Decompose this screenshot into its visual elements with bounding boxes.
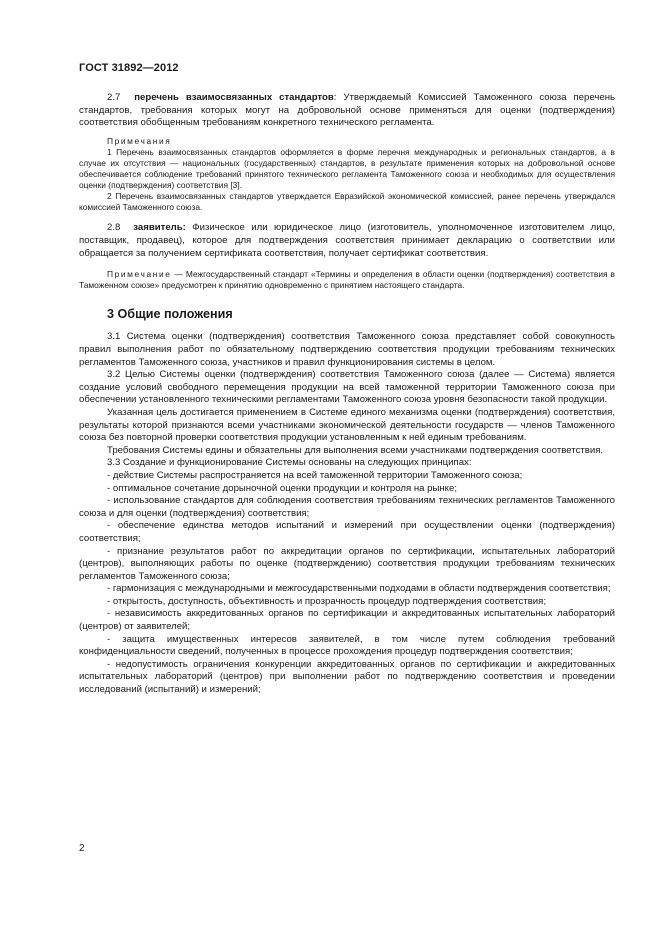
note-text: — Межгосударственный стандарт «Термины и определения в области оценки (подтверждения) соответствия в Таможенном союзе» предусмотрен к принятию одновременно с принятием настоящего стандарта. xyxy=(79,269,615,291)
clause-2-8 xyxy=(79,222,615,260)
clause-3-2-paragraph: Указанная цель достигается применением в Системе единого механизма оценки (подтверждения) соответствия, результаты которой признаются всеми участниками экономической деятельности государств — членов Таможенного союза без повторной проверки соответствия продукции установленным к ней единым требованиям. xyxy=(79,406,615,444)
list-item: - недопустимость ограничения конкуренции аккредитованных органов по сертификации и аккредитованных испытательных лабораторий (центров) при выполнении работ по подтверждению соответствия и проведении исследований (испытаний) и измерений; xyxy=(79,658,615,696)
note-2: 2 Перечень взаимосвязанных стандартов утверждается Евразийской экономической комиссией, ранее перечень утверждался комиссией Таможенного союза. xyxy=(79,191,615,213)
list-item: - независимость аккредитованных органов по сертификации и аккредитованных испытательных лабораторий (центров) от заявителей; xyxy=(79,608,615,633)
notes-heading: Примечания xyxy=(107,135,172,146)
clause-3-1: 3.1 Система оценки (подтверждения) соответствия Таможенного союза представляет собой совокупность правил выполнения работ по обязательному подтверждению соответствия продукции требованиям технических регламентов Таможенного союза, участников и правил функционирования системы в целом. xyxy=(79,331,615,368)
list-item: - использование стандартов для соблюдения соответствия требованиям технических регламентов Таможенного союза и для оценки (подтверждения) соответствия; xyxy=(79,495,615,519)
clause-3-2: 3.2 Целью Системы оценки (подтверждения) соответствия Таможенного союза (далее — Система) является создание условий свободного перемещения продукции на всей таможенной территории Таможенного союза при обеспечении установленного техническими регламентами Таможенного союза уровня безопасности такой продукции. xyxy=(79,369,615,406)
note-1: 1 Перечень взаимосвязанных стандартов оформляется в форме перечня международных и региональных стандартов, а в случае их отсутствия — национальных (государственных) стандартов, в результате применения которых на добровольной основе обеспечивается соблюдение требований принятого технического регламента Таможенного союза и необходимых для осуществления оценки (подтверждения) соответствия [3]. xyxy=(79,146,615,191)
list-item: - действие Системы распространяется на всей таможенной территории Таможенного союза; xyxy=(107,469,523,481)
clause-3-2-paragraph: Требования Системы едины и обязательны для выполнения всеми участниками подтверждения соответствия. xyxy=(107,444,604,456)
note-2-8 xyxy=(79,269,615,291)
page-content xyxy=(79,92,615,697)
term: заявитель: xyxy=(133,222,186,234)
clause-number: 2.8 xyxy=(107,222,121,234)
clause-2-7 xyxy=(79,92,615,130)
list-item: - гармонизация с международными и межгосударственными подходами в области подтверждения соответствия; xyxy=(107,583,611,595)
list-item: - оптимальное сочетание дорыночной оценки продукции и контроля на рынке; xyxy=(107,482,457,494)
list-item: - признание результатов работ по аккредитации органов по сертификации, испытательных лабораторий (центров), выполняющих работы по оценке (подтверждению) соответствия продукции требованиям технических регламентов Таможенного союза; xyxy=(79,545,615,582)
note-label: Примечание xyxy=(107,269,172,280)
list-item: - открытость, доступность, объективность и прозрачность процедур подтверждения соответствия; xyxy=(107,595,547,607)
list-item: - защита имущественных интересов заявителей, в том числе путем соблюдения требований конфиденциальности сведений, полученных в процессе прохождения процедур подтверждения соответствия; xyxy=(79,633,615,658)
section-title: 3 Общие положения xyxy=(107,307,233,322)
page-number: 2 xyxy=(79,843,85,854)
list-item: - обеспечение единства методов испытаний и измерений при осуществлении оценки (подтверждения) соответствия; xyxy=(79,520,615,544)
clause-number: 2.7 xyxy=(107,92,121,103)
definition: : Утверждаемый Комиссией Таможенного союза перечень стандартов, требования которых могут на добровольной основе применяться для оценки (подтверждения) соответствия обобщенным требованиям конкретного технического регламента. xyxy=(79,92,615,129)
definition: Физическое или юридическое лицо (изготовитель, уполномоченное изготовителем лицо, поставщик, продавец), которое для подтверждения соответствия принимает декларацию о соответствии или обращается за получением сертификата соответствия, получает сертификат соответствия. xyxy=(79,222,615,259)
clause-3-3: 3.3 Создание и функционирование Системы основаны на следующих принципах: xyxy=(107,457,472,469)
standard-header: ГОСТ 31892—2012 xyxy=(79,62,179,74)
term: перечень взаимосвязанных стандартов xyxy=(134,92,334,103)
